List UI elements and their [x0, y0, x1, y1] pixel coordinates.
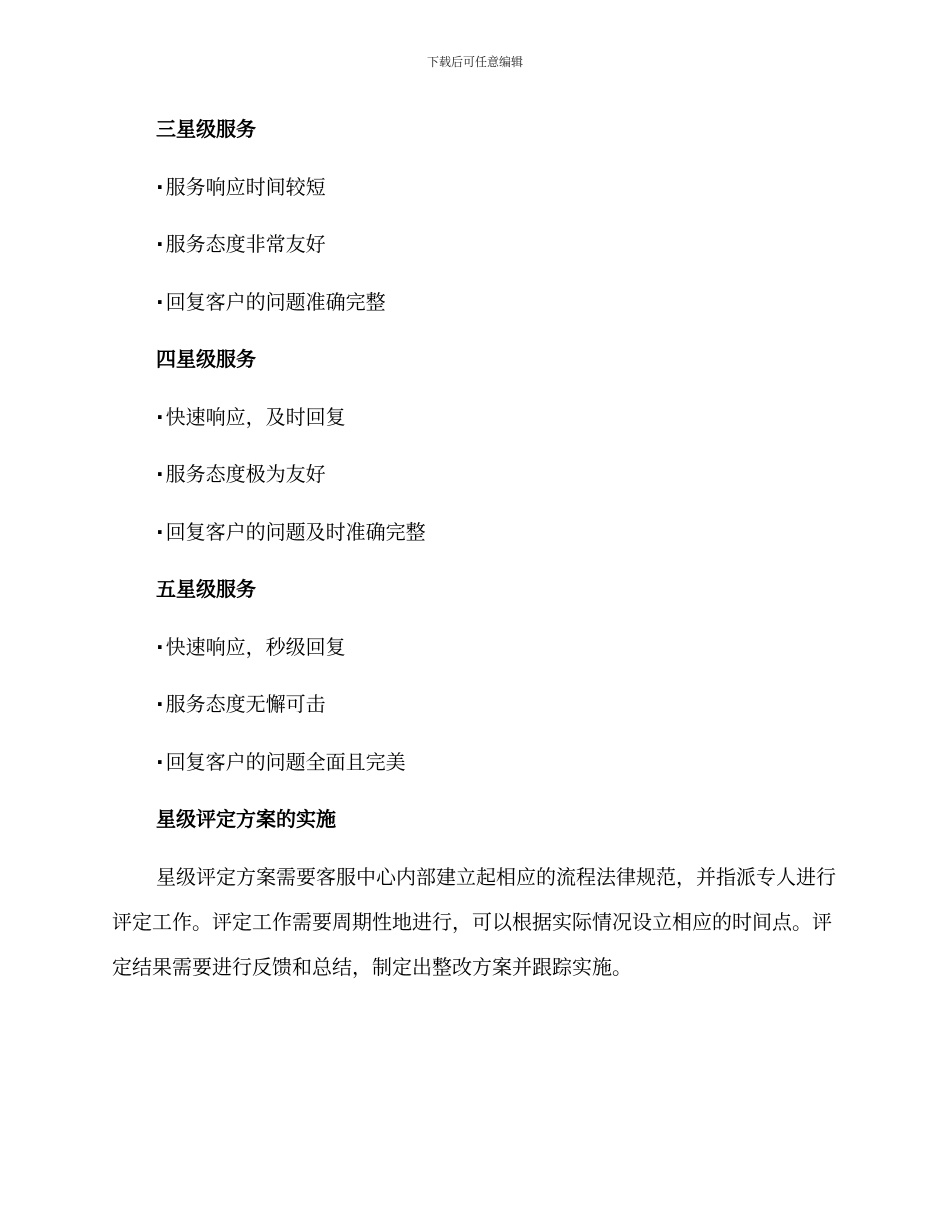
bullet-icon: ·	[156, 519, 164, 544]
bullet-icon: ·	[156, 404, 164, 429]
list-item-text: 回复客户的问题及时准确完整	[165, 519, 426, 544]
list-item	[156, 400, 837, 458]
bullet-icon: ·	[156, 692, 164, 716]
list-item-text: 服务响应时间较短	[165, 174, 326, 199]
bullet-icon: ·	[156, 634, 164, 659]
list-item-text: 回复客户的问题全面且完美	[165, 749, 406, 774]
bullet-icon: ·	[156, 289, 164, 314]
list-item-text: 服务态度无懈可击	[165, 692, 326, 716]
list-item	[156, 285, 837, 343]
bullet-icon: ·	[156, 462, 164, 486]
bullet-icon: ·	[156, 232, 164, 256]
list-item-text: 快速响应，秒级回复	[165, 634, 346, 659]
section-heading-four-star: 四星级服务	[156, 347, 256, 371]
list-item	[156, 745, 837, 803]
list-item	[156, 170, 837, 228]
list-item-text: 回复客户的问题准确完整	[165, 289, 386, 314]
page-header: 下载后可任意编辑	[426, 55, 523, 69]
list-item	[156, 515, 837, 573]
list-item	[156, 227, 837, 285]
bullet-icon: ·	[156, 749, 164, 774]
section-heading-five-star: 五星级服务	[156, 577, 256, 601]
section-heading-implementation: 星级评定方案的实施	[156, 807, 336, 831]
bullet-icon: ·	[156, 174, 164, 199]
document-body	[112, 112, 837, 990]
list-item	[156, 457, 837, 515]
list-item-text: 服务态度极为友好	[165, 462, 326, 486]
list-item	[156, 687, 837, 745]
section-heading-three-star: 三星级服务	[156, 117, 256, 141]
list-item-text: 服务态度非常友好	[165, 232, 326, 256]
implementation-paragraph: 星级评定方案需要客服中心内部建立起相应的流程法律规范，并指派专人进行评定工作。评定工作需要周期性地进行，可以根据实际情况设立相应的时间点。评定结果需要进行反馈和总结，制定出整改方案并跟踪实施。	[112, 864, 836, 979]
list-item	[156, 630, 837, 688]
list-item-text: 快速响应，及时回复	[165, 404, 346, 429]
